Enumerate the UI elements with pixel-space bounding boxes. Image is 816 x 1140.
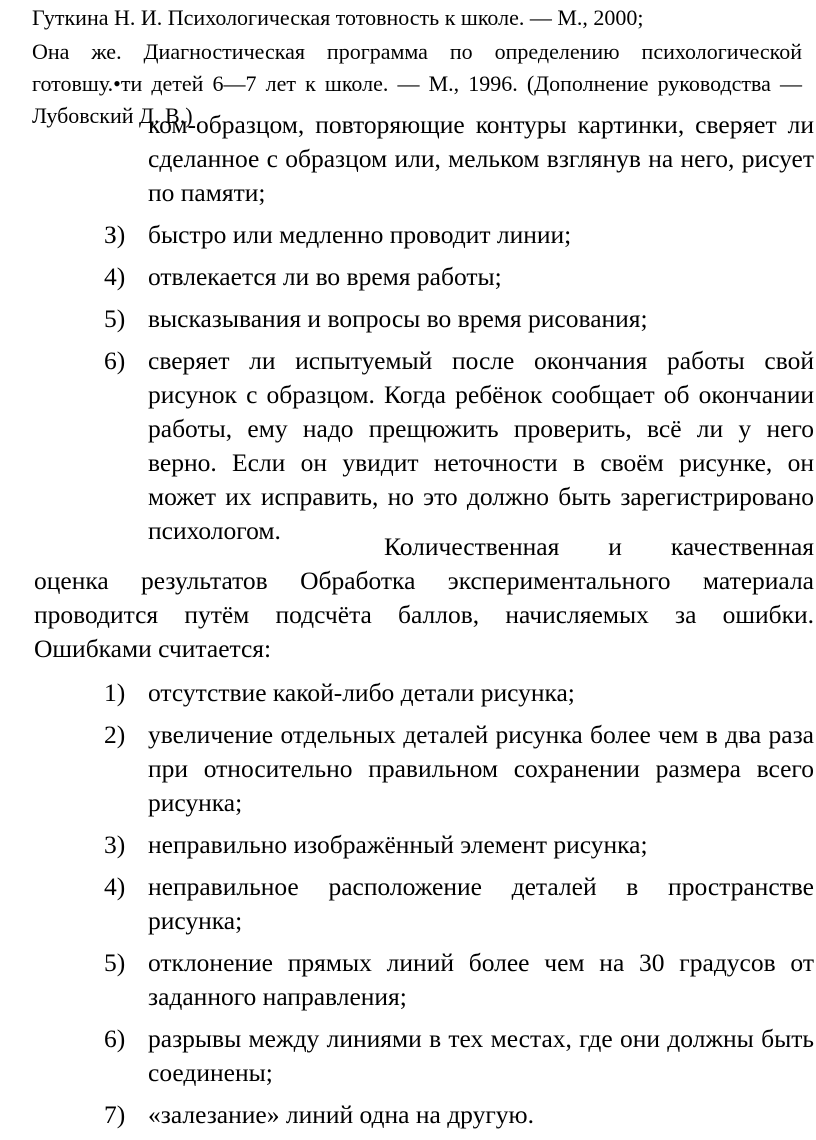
reference-1: Гуткина Н. И. Психологическая тотовность к школе. — М., 2000; <box>32 5 644 30</box>
list-item-number: З) <box>104 220 126 249</box>
observation-continuation: ком-образцом, повторяющие контуры картинки, сверяет ли сделанное с образцом или, мельком взглянув на него, рисует по памяти; <box>148 110 814 207</box>
list-item-text: увеличение отдельных деталей рисунка более чем в два раза при относительно правильном сохранении размера всего рисунка; <box>148 720 814 817</box>
observation-list <box>104 108 814 556</box>
list-item <box>104 870 814 938</box>
list-item-number: 2) <box>104 720 126 749</box>
list-item-number: 4) <box>104 872 126 901</box>
list-item-text: отвлекается ли во время работы; <box>148 262 502 291</box>
list-item <box>104 946 814 1014</box>
list-item-number: 1) <box>104 678 126 707</box>
list-item <box>104 828 814 862</box>
list-item <box>104 218 814 252</box>
list-item-number: 6) <box>104 346 126 375</box>
list-item-text: сверяет ли испытуемый после окончания работы свой рисунок с образцом. Когда ребёнок сообщает об окончании работы, ему надо прещюжить проверить, всё ли у него верно. Если он увидит неточности в своём рисунке, он может их исправить, но это должно быть зарегистрировано психологом. <box>148 346 814 545</box>
errors-list <box>104 676 814 1140</box>
list-item <box>104 260 814 294</box>
list-item <box>104 1098 814 1132</box>
list-item-text: отклонение прямых линий более чем на 30 градусов от заданного направления; <box>148 948 814 1011</box>
list-item <box>104 302 814 336</box>
list-item <box>104 676 814 710</box>
list-item-text: «залезание» линий одна на другую. <box>148 1100 534 1129</box>
list-item <box>104 718 814 820</box>
reference-2: Она же. Диагностическая программа по определению психологической готовшу.•ти детей 6—7 лет к школе. — М., 1996. (Дополнение руководства — Лубовский Д. В.) <box>32 39 802 128</box>
assessment-body: оценка результатов Обработка экспериментального материала проводится путём подсчёта баллов, начисляемых за ошибки. Ошибками считается: <box>34 566 814 663</box>
list-item-number: 4) <box>104 262 126 291</box>
list-item-number: 3) <box>104 830 126 859</box>
list-item-number: 5) <box>104 304 126 333</box>
list-item <box>104 1022 814 1090</box>
list-item-text: неправильное расположение деталей в пространстве рисунка; <box>148 872 814 935</box>
list-item-number: 6) <box>104 1024 126 1053</box>
list-item-text: быстро или медленно проводит линии; <box>148 220 572 249</box>
assessment-paragraph <box>34 530 814 666</box>
list-item <box>104 344 814 548</box>
list-item-text: высказывания и вопросы во время рисования; <box>148 304 648 333</box>
list-item-text: неправильно изображённый элемент рисунка; <box>148 830 648 859</box>
list-item-number: 7) <box>104 1100 126 1129</box>
list-item-text: отсутствие какой-либо детали рисунка; <box>148 678 575 707</box>
list-item-text: разрывы между линиями в тех местах, где они должны быть соединены; <box>148 1024 814 1087</box>
assessment-heading: Количественная и качественная <box>384 532 814 561</box>
list-item-number: 5) <box>104 948 126 977</box>
